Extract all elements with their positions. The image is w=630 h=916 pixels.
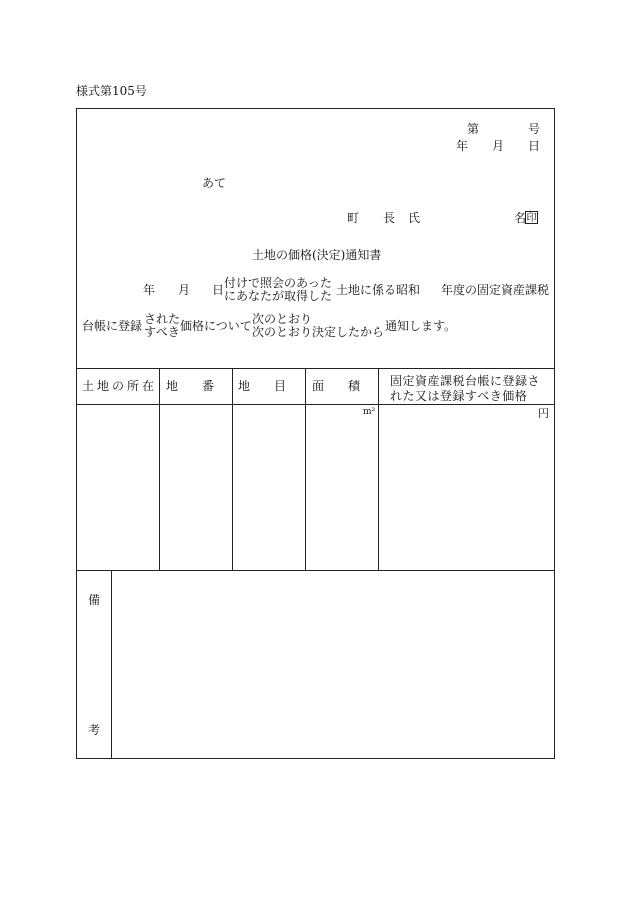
issuer-shi: 氏 — [408, 211, 421, 225]
body-notify: 通知します。 — [385, 319, 457, 333]
remarks-bi: 備 — [88, 593, 101, 607]
header-chimoku: 地 目 — [238, 379, 287, 393]
body-alt-1 — [224, 277, 332, 302]
body-alt-3 — [252, 313, 384, 338]
number-dai: 第 — [467, 122, 480, 136]
seal-box — [525, 211, 538, 224]
issuer-chou: 長 — [383, 211, 396, 225]
header-price: 固定資産課税台帳に登録された又は登録すべき価格 — [390, 374, 541, 403]
body-year: 年 — [143, 283, 156, 297]
document-title: 土地の価格(決定)通知書 — [252, 248, 382, 262]
alt-option-sareta: された — [144, 312, 181, 326]
issuer-mei: 名 — [514, 211, 527, 225]
alt-option-determined: 次のとおり決定したから — [252, 324, 385, 339]
date-month: 月 — [492, 139, 505, 153]
col-divider-4 — [378, 368, 379, 570]
unit-yen: 円 — [538, 407, 549, 420]
body-registered: 台帳に登録 — [82, 319, 143, 333]
body-land-showa: 土地に係る昭和 — [336, 283, 421, 297]
date-year: 年 — [456, 139, 469, 153]
alt-option-acquired: にあなたが取得した — [224, 288, 333, 303]
body-fiscal-year: 年度の固定資産課税 — [441, 283, 550, 297]
table-top-border — [76, 368, 555, 369]
alt-option-subeki: すべき — [144, 324, 180, 339]
remarks-divider — [111, 570, 112, 759]
col-divider-2 — [232, 368, 233, 570]
addressee-ate: あて — [202, 176, 227, 190]
header-location: 土地の所在 — [82, 379, 158, 393]
number-go: 号 — [528, 122, 541, 136]
alt-option-as-follows: 次のとおり — [252, 312, 313, 326]
body-alt-2 — [144, 313, 180, 338]
header-chiban: 地 番 — [166, 379, 215, 393]
form-frame — [76, 108, 555, 759]
col-divider-1 — [159, 368, 160, 570]
alt-option-inquiry: 付けで照会のあった — [224, 276, 332, 290]
seal-icon: 印 — [526, 213, 537, 224]
form-number: 様式第105号 — [76, 84, 147, 98]
table-header-border — [76, 404, 555, 405]
body-month: 月 — [178, 283, 191, 297]
col-divider-3 — [305, 368, 306, 570]
table-bottom-border — [76, 570, 555, 571]
header-menseki: 面 積 — [312, 379, 361, 393]
body-price: 価格について — [180, 319, 252, 333]
remarks-kou: 考 — [88, 723, 101, 737]
body-day: 日 — [212, 283, 225, 297]
issuer-cho: 町 — [347, 211, 360, 225]
unit-square-meter: m² — [363, 407, 376, 417]
date-day: 日 — [528, 139, 541, 153]
